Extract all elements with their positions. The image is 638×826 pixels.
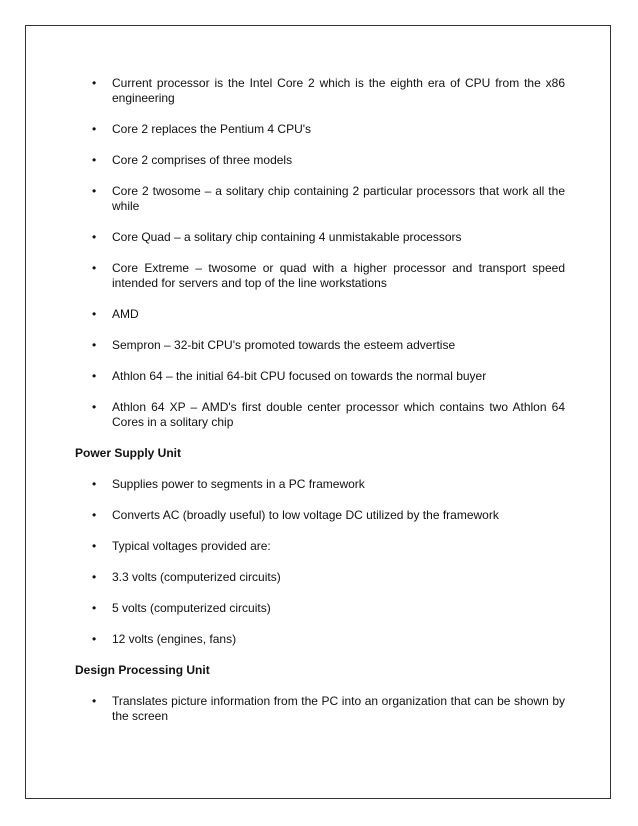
- bullet-icon: •: [92, 694, 97, 708]
- list-item-text: 5 volts (computerized circuits): [112, 601, 271, 615]
- list-item: [75, 369, 565, 384]
- list-item: [75, 570, 565, 585]
- section-heading-design-processing: Design Processing Unit: [75, 663, 210, 677]
- bullet-icon: •: [92, 477, 97, 491]
- design-processing-bullet-list: [75, 694, 565, 724]
- bullet-icon: •: [92, 307, 97, 321]
- list-item-text: Supplies power to segments in a PC framework: [112, 477, 365, 491]
- bullet-icon: •: [92, 539, 97, 553]
- list-item: [75, 261, 565, 291]
- list-item-text: Core 2 replaces the Pentium 4 CPU's: [112, 122, 312, 136]
- list-item: [75, 601, 565, 616]
- list-item: [75, 539, 565, 554]
- bullet-icon: •: [92, 632, 97, 646]
- bullet-icon: •: [92, 76, 97, 90]
- list-item-text: 3.3 volts (computerized circuits): [112, 570, 281, 584]
- list-item-text: Sempron – 32-bit CPU's promoted towards the esteem advertise: [112, 338, 456, 352]
- list-item: [75, 400, 565, 430]
- bullet-icon: •: [92, 601, 97, 615]
- list-item-text: Core 2 comprises of three models: [112, 153, 293, 167]
- list-item-text: Translates picture information from the PC into an organization that can be shown by the screen: [112, 694, 565, 723]
- bullet-icon: •: [92, 508, 97, 522]
- list-item: [75, 632, 565, 647]
- bullet-icon: •: [92, 369, 97, 383]
- bullet-icon: •: [92, 570, 97, 584]
- list-item-text: 12 volts (engines, fans): [112, 632, 237, 646]
- bullet-icon: •: [92, 184, 97, 198]
- section-heading-power-supply: Power Supply Unit: [75, 446, 182, 460]
- bullet-icon: •: [92, 122, 97, 136]
- bullet-icon: •: [92, 338, 97, 352]
- list-item: [75, 694, 565, 724]
- list-item-text: Core Extreme – twosome or quad with a higher processor and transport speed intended for servers and top of the line workstations: [112, 261, 565, 290]
- cpu-bullet-list: [75, 76, 565, 430]
- list-item: [75, 307, 565, 322]
- list-item: [75, 122, 565, 137]
- list-item: [75, 477, 565, 492]
- list-item-text: Typical voltages provided are:: [112, 539, 271, 553]
- bullet-icon: •: [92, 230, 97, 244]
- list-item: [75, 508, 565, 523]
- document-body: [75, 76, 565, 740]
- list-item: [75, 153, 565, 168]
- list-item-text: Core Quad – a solitary chip containing 4 unmistakable processors: [112, 230, 462, 244]
- list-item-text: Converts AC (broadly useful) to low voltage DC utilized by the framework: [112, 508, 499, 522]
- list-item-text: AMD: [112, 307, 139, 321]
- list-item: [75, 184, 565, 214]
- bullet-icon: •: [92, 153, 97, 167]
- list-item-text: Athlon 64 – the initial 64-bit CPU focused on towards the normal buyer: [112, 369, 487, 383]
- bullet-icon: •: [92, 261, 97, 275]
- list-item-text: Core 2 twosome – a solitary chip containing 2 particular processors that work all the while: [112, 184, 565, 213]
- list-item-text: Athlon 64 XP – AMD's first double center processor which contains two Athlon 64 Cores in a solitary chip: [112, 400, 565, 429]
- list-item-text: Current processor is the Intel Core 2 which is the eighth era of CPU from the x86 engineering: [112, 76, 565, 105]
- power-supply-bullet-list: [75, 477, 565, 647]
- list-item: [75, 76, 565, 106]
- list-item: [75, 230, 565, 245]
- list-item: [75, 338, 565, 353]
- bullet-icon: •: [92, 400, 97, 414]
